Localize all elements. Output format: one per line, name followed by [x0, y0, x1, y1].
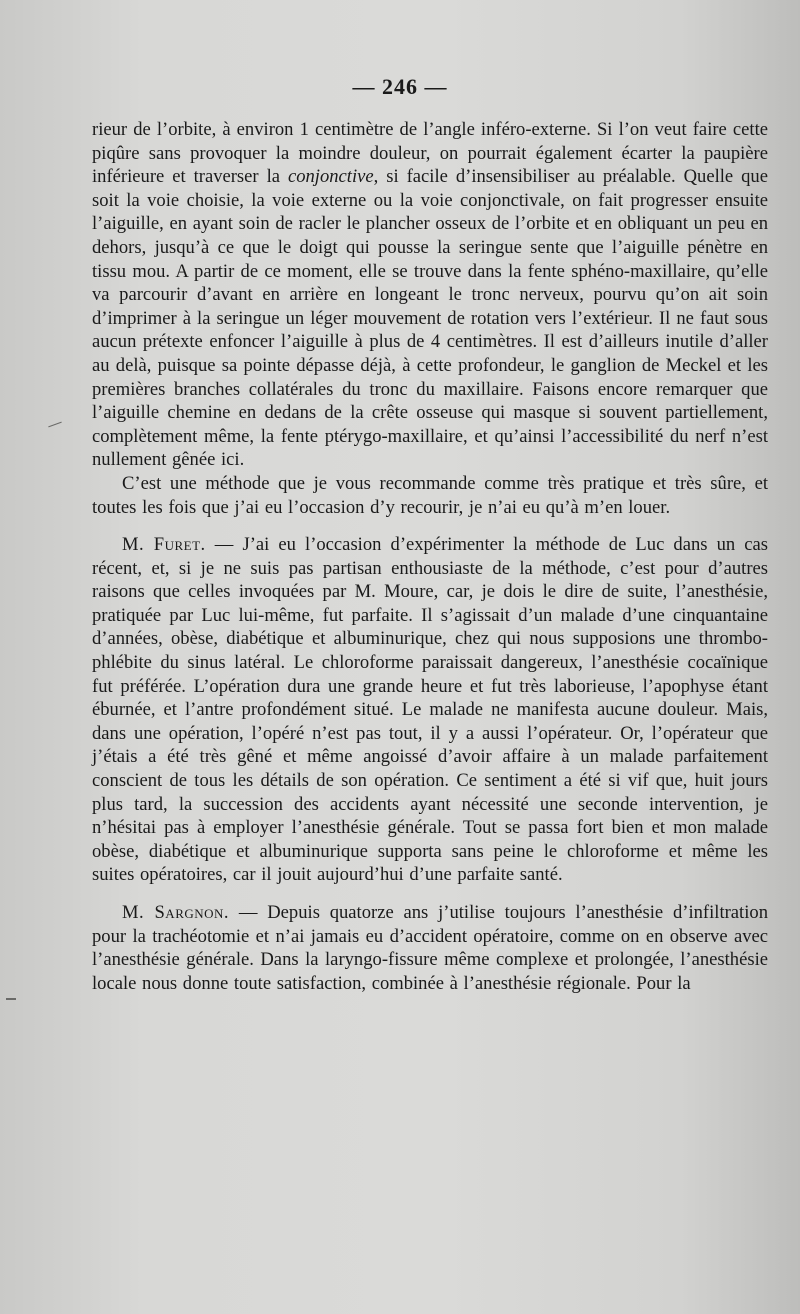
paragraph-sargnon: [92, 901, 768, 995]
italic-term: conjonctive: [287, 166, 374, 188]
paragraph-text: — Depuis quatorze ans j’utilise toujours l’anesthésie d’infiltration pour la trachéotomie et n’ai jamais eu d’accident opératoire, comme on en observe avec l’anesthésie générale. Dans la laryngo-fissure même complexe et prolongée, l’anesthésie locale nous donne toute satisfaction, combinée à l’anesthésie régionale. Pour la: [92, 902, 768, 994]
margin-mark: [6, 998, 16, 1000]
margin-mark: [48, 422, 61, 428]
paragraph-orbit-injection: [92, 118, 768, 472]
speaker-name: M. Furet.: [122, 534, 206, 556]
paragraph-text-part: , si facile d’insensibiliser au préalable. Quelle que soit la voie choisie, la voie externe ou la voie conjonctivale, on fait progresser ensuite l’aiguille, en ayant soin de racler le plancher osseux de l’orbite et en obliquant un peu en dehors, jusqu’à ce que le doigt qui pousse la seringue sente que l’aiguille pénètre en tissu mou. A partir de ce moment, elle se trouve dans la fente sphéno-maxillaire, qu’elle va parcourir d’avant en arrière en longeant le tronc nerveux, pourvu qu’on ait soin d’imprimer à la seringue un léger mouvement de rotation vers l’extérieur. Il ne faut sous aucun prétexte enfoncer l’aiguille à plus de 4 centimètres. Il est d’ailleurs inutile d’aller au delà, puisque sa pointe dépasse déjà, à cette profondeur, le ganglion de Meckel et les premières branches collatérales du tronc du maxillaire. Faisons encore remarquer que l’aiguille chemine en dedans de la crête osseuse qui masque si souvent partiellement, complètement même, la fente ptérygo-maxillaire, et qu’ainsi l’accessibilité du nerf n’est nullement gênée ici.: [92, 166, 768, 471]
page-number: — 246 —: [352, 74, 448, 99]
paragraph-text-part: rieur de l’orbite, à environ 1 centimètre de l’angle inféro-externe. Si l’on veut faire cette piqûre sans provoquer la moindre douleur, on pourrait également écarter la paupière inférieure et traverser la: [92, 119, 768, 188]
body-text: [92, 118, 768, 995]
paragraph-text: — J’ai eu l’occasion d’expérimenter la méthode de Luc dans un cas récent, et, si je ne suis pas partisan enthousiaste de la méthode, c’est pour d’autres raisons que celles invoquées par M. Moure, car, je dois le dire de suite, l’anesthésie, pratiquée par Luc lui-même, fut parfaite. Il s’agissait d’un malade d’une cinquantaine d’années, obèse, diabétique et albuminurique, chez qui nous supposions une thrombo-phlébite du sinus latéral. Le chloroforme paraissait dangereux, l’anesthésie cocaïnique fut préférée. L’opération dura une grande heure et fut très laborieuse, l’apophyse étant éburnée, et l’antre profondément situé. Le malade ne manifesta aucune douleur. Mais, dans une opération, l’opéré n’est pas tout, il y a aussi l’opérateur. Or, l’opérateur que j’étais a été très gêné et même angoissé d’avoir affaire à un malade parfaitement conscient de tous les détails de son opération. Ce sentiment a été si vif que, huit jours plus tard, la succession des accidents ayant nécessité une seconde intervention, je n’hésitai pas à employer l’anesthésie générale. Tout se passa fort bien et mon malade obèse, diabétique et albuminurique supporta sans peine le chloroforme et même les suites opératoires, car il jouit aujourd’hui d’une parfaite santé.: [92, 534, 768, 886]
speaker-name: M. Sargnon.: [122, 902, 230, 923]
paragraph-recommendation: C’est une méthode que je vous recommande comme très pratique et très sûre, et toutes les fois que j’ai eu l’occasion d’y recourir, je n’ai eu qu’à m’en louer.: [92, 472, 768, 518]
paragraph-furet: [92, 533, 768, 887]
